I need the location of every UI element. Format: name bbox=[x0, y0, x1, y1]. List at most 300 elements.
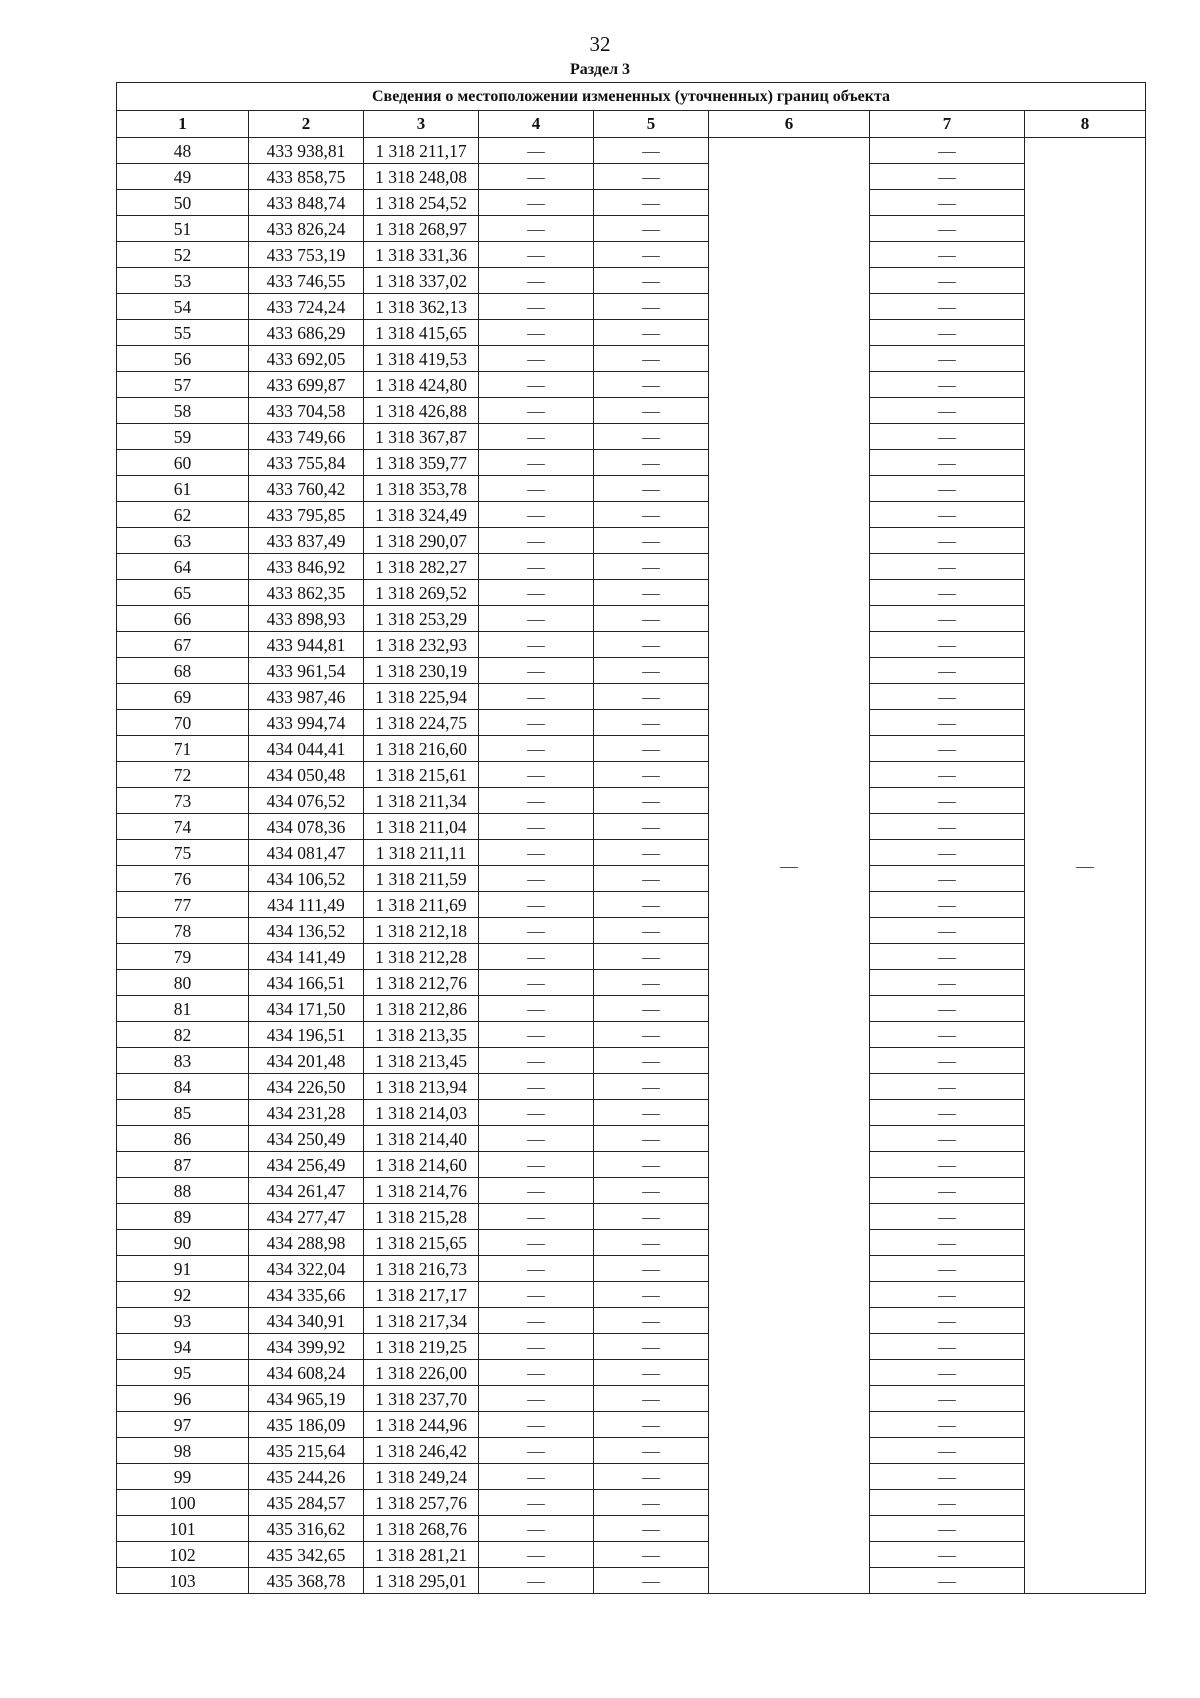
table-row bbox=[117, 814, 1146, 840]
column-5-cell: — bbox=[594, 1230, 709, 1256]
point-number-cell: 60 bbox=[117, 450, 249, 476]
point-number-cell: 71 bbox=[117, 736, 249, 762]
point-number-cell: 56 bbox=[117, 346, 249, 372]
table-row bbox=[117, 632, 1146, 658]
table-row bbox=[117, 476, 1146, 502]
coordinate-x-cell: 434 166,51 bbox=[249, 970, 364, 996]
coordinate-x-cell: 435 368,78 bbox=[249, 1568, 364, 1594]
coordinate-y-cell: 1 318 212,86 bbox=[364, 996, 479, 1022]
column-4-cell: — bbox=[479, 1204, 594, 1230]
column-7-cell: — bbox=[870, 632, 1025, 658]
coordinate-x-cell: 433 704,58 bbox=[249, 398, 364, 424]
column-7-cell: — bbox=[870, 450, 1025, 476]
column-5-cell: — bbox=[594, 1178, 709, 1204]
column-4-cell: — bbox=[479, 1490, 594, 1516]
column-7-cell: — bbox=[870, 1386, 1025, 1412]
column-5-cell: — bbox=[594, 736, 709, 762]
point-number-cell: 82 bbox=[117, 1022, 249, 1048]
point-number-cell: 83 bbox=[117, 1048, 249, 1074]
column-5-cell: — bbox=[594, 684, 709, 710]
coordinate-x-cell: 434 608,24 bbox=[249, 1360, 364, 1386]
coordinate-y-cell: 1 318 424,80 bbox=[364, 372, 479, 398]
coordinate-y-cell: 1 318 248,08 bbox=[364, 164, 479, 190]
column-7-cell: — bbox=[870, 216, 1025, 242]
coordinate-x-cell: 434 171,50 bbox=[249, 996, 364, 1022]
column-7-cell: — bbox=[870, 762, 1025, 788]
column-5-cell: — bbox=[594, 138, 709, 164]
coordinate-y-cell: 1 318 254,52 bbox=[364, 190, 479, 216]
coordinate-y-cell: 1 318 268,97 bbox=[364, 216, 479, 242]
coordinate-x-cell: 433 848,74 bbox=[249, 190, 364, 216]
coordinate-y-cell: 1 318 244,96 bbox=[364, 1412, 479, 1438]
coordinate-y-cell: 1 318 219,25 bbox=[364, 1334, 479, 1360]
column-header-4: 4 bbox=[479, 111, 594, 138]
coordinate-y-cell: 1 318 215,65 bbox=[364, 1230, 479, 1256]
column-5-cell: — bbox=[594, 216, 709, 242]
column-5-cell: — bbox=[594, 814, 709, 840]
column-4-cell: — bbox=[479, 1412, 594, 1438]
coordinate-y-cell: 1 318 214,60 bbox=[364, 1152, 479, 1178]
point-number-cell: 92 bbox=[117, 1282, 249, 1308]
column-5-cell: — bbox=[594, 788, 709, 814]
coordinate-x-cell: 434 288,98 bbox=[249, 1230, 364, 1256]
column-7-cell: — bbox=[870, 1126, 1025, 1152]
coordinate-y-cell: 1 318 331,36 bbox=[364, 242, 479, 268]
table-row bbox=[117, 294, 1146, 320]
column-7-cell: — bbox=[870, 1334, 1025, 1360]
column-4-cell: — bbox=[479, 554, 594, 580]
table-row bbox=[117, 450, 1146, 476]
column-5-cell: — bbox=[594, 164, 709, 190]
table-row bbox=[117, 190, 1146, 216]
point-number-cell: 87 bbox=[117, 1152, 249, 1178]
coordinate-x-cell: 433 862,35 bbox=[249, 580, 364, 606]
coordinate-x-cell: 434 322,04 bbox=[249, 1256, 364, 1282]
column-7-cell: — bbox=[870, 1542, 1025, 1568]
column-4-cell: — bbox=[479, 606, 594, 632]
column-4-cell: — bbox=[479, 762, 594, 788]
coordinate-y-cell: 1 318 211,69 bbox=[364, 892, 479, 918]
column-5-cell: — bbox=[594, 190, 709, 216]
column-4-cell: — bbox=[479, 1178, 594, 1204]
column-4-cell: — bbox=[479, 424, 594, 450]
column-5-cell: — bbox=[594, 1074, 709, 1100]
coordinate-y-cell: 1 318 257,76 bbox=[364, 1490, 479, 1516]
column-5-cell: — bbox=[594, 346, 709, 372]
column-5-cell: — bbox=[594, 1360, 709, 1386]
point-number-cell: 57 bbox=[117, 372, 249, 398]
column-header-8: 8 bbox=[1025, 111, 1146, 138]
coordinate-x-cell: 433 994,74 bbox=[249, 710, 364, 736]
column-4-cell: — bbox=[479, 1126, 594, 1152]
column-4-cell: — bbox=[479, 580, 594, 606]
column-4-cell: — bbox=[479, 138, 594, 164]
column-5-cell: — bbox=[594, 710, 709, 736]
point-number-cell: 95 bbox=[117, 1360, 249, 1386]
column-7-cell: — bbox=[870, 736, 1025, 762]
table-row bbox=[117, 268, 1146, 294]
table-row bbox=[117, 372, 1146, 398]
point-number-cell: 76 bbox=[117, 866, 249, 892]
coordinate-x-cell: 434 050,48 bbox=[249, 762, 364, 788]
column-7-cell: — bbox=[870, 1022, 1025, 1048]
column-8-merged-cell: — bbox=[1025, 138, 1146, 1594]
coordinate-x-cell: 434 081,47 bbox=[249, 840, 364, 866]
table-row bbox=[117, 1412, 1146, 1438]
table-body bbox=[117, 138, 1146, 1594]
column-4-cell: — bbox=[479, 1568, 594, 1594]
column-7-cell: — bbox=[870, 1282, 1025, 1308]
point-number-cell: 90 bbox=[117, 1230, 249, 1256]
coordinate-x-cell: 433 686,29 bbox=[249, 320, 364, 346]
table-row bbox=[117, 1152, 1146, 1178]
coordinate-x-cell: 434 399,92 bbox=[249, 1334, 364, 1360]
column-header-5: 5 bbox=[594, 111, 709, 138]
column-5-cell: — bbox=[594, 1308, 709, 1334]
point-number-cell: 73 bbox=[117, 788, 249, 814]
coordinate-x-cell: 433 760,42 bbox=[249, 476, 364, 502]
column-7-cell: — bbox=[870, 684, 1025, 710]
column-5-cell: — bbox=[594, 1152, 709, 1178]
table-row bbox=[117, 762, 1146, 788]
column-7-cell: — bbox=[870, 970, 1025, 996]
point-number-cell: 80 bbox=[117, 970, 249, 996]
column-5-cell: — bbox=[594, 1490, 709, 1516]
coordinate-x-cell: 435 316,62 bbox=[249, 1516, 364, 1542]
column-4-cell: — bbox=[479, 294, 594, 320]
column-7-cell: — bbox=[870, 372, 1025, 398]
coordinate-x-cell: 434 201,48 bbox=[249, 1048, 364, 1074]
column-7-cell: — bbox=[870, 1516, 1025, 1542]
coordinate-x-cell: 434 141,49 bbox=[249, 944, 364, 970]
column-5-cell: — bbox=[594, 580, 709, 606]
point-number-cell: 97 bbox=[117, 1412, 249, 1438]
point-number-cell: 69 bbox=[117, 684, 249, 710]
coordinate-y-cell: 1 318 216,73 bbox=[364, 1256, 479, 1282]
column-5-cell: — bbox=[594, 606, 709, 632]
column-4-cell: — bbox=[479, 268, 594, 294]
table-row bbox=[117, 502, 1146, 528]
coordinate-y-cell: 1 318 217,34 bbox=[364, 1308, 479, 1334]
table-row bbox=[117, 242, 1146, 268]
point-number-cell: 48 bbox=[117, 138, 249, 164]
table-row bbox=[117, 216, 1146, 242]
column-7-cell: — bbox=[870, 164, 1025, 190]
column-7-cell: — bbox=[870, 554, 1025, 580]
coordinate-x-cell: 434 076,52 bbox=[249, 788, 364, 814]
coordinate-x-cell: 434 226,50 bbox=[249, 1074, 364, 1100]
point-number-cell: 88 bbox=[117, 1178, 249, 1204]
coordinate-y-cell: 1 318 211,34 bbox=[364, 788, 479, 814]
column-7-cell: — bbox=[870, 1048, 1025, 1074]
coordinate-x-cell: 433 746,55 bbox=[249, 268, 364, 294]
point-number-cell: 61 bbox=[117, 476, 249, 502]
section-title: Раздел 3 bbox=[569, 61, 631, 78]
coordinate-y-cell: 1 318 225,94 bbox=[364, 684, 479, 710]
coordinate-x-cell: 434 106,52 bbox=[249, 866, 364, 892]
column-5-cell: — bbox=[594, 1334, 709, 1360]
table-row bbox=[117, 684, 1146, 710]
coordinate-y-cell: 1 318 419,53 bbox=[364, 346, 479, 372]
coordinate-x-cell: 434 250,49 bbox=[249, 1126, 364, 1152]
point-number-cell: 99 bbox=[117, 1464, 249, 1490]
column-7-cell: — bbox=[870, 1438, 1025, 1464]
point-number-cell: 65 bbox=[117, 580, 249, 606]
column-4-cell: — bbox=[479, 684, 594, 710]
table-row bbox=[117, 398, 1146, 424]
point-number-cell: 84 bbox=[117, 1074, 249, 1100]
column-7-cell: — bbox=[870, 294, 1025, 320]
coordinate-y-cell: 1 318 281,21 bbox=[364, 1542, 479, 1568]
column-4-cell: — bbox=[479, 476, 594, 502]
coordinate-x-cell: 434 111,49 bbox=[249, 892, 364, 918]
column-4-cell: — bbox=[479, 1230, 594, 1256]
column-4-cell: — bbox=[479, 1438, 594, 1464]
column-5-cell: — bbox=[594, 1100, 709, 1126]
table-row bbox=[117, 1022, 1146, 1048]
coordinate-x-cell: 433 961,54 bbox=[249, 658, 364, 684]
column-4-cell: — bbox=[479, 996, 594, 1022]
column-header-7: 7 bbox=[870, 111, 1025, 138]
table-row bbox=[117, 1490, 1146, 1516]
point-number-cell: 51 bbox=[117, 216, 249, 242]
column-5-cell: — bbox=[594, 1568, 709, 1594]
coordinate-x-cell: 435 284,57 bbox=[249, 1490, 364, 1516]
coordinate-y-cell: 1 318 211,11 bbox=[364, 840, 479, 866]
point-number-cell: 89 bbox=[117, 1204, 249, 1230]
table-row bbox=[117, 1516, 1146, 1542]
point-number-cell: 64 bbox=[117, 554, 249, 580]
column-7-cell: — bbox=[870, 268, 1025, 294]
table-row bbox=[117, 1230, 1146, 1256]
coordinate-y-cell: 1 318 211,59 bbox=[364, 866, 479, 892]
table-row bbox=[117, 1386, 1146, 1412]
coordinate-y-cell: 1 318 216,60 bbox=[364, 736, 479, 762]
point-number-cell: 53 bbox=[117, 268, 249, 294]
column-7-cell: — bbox=[870, 1230, 1025, 1256]
point-number-cell: 50 bbox=[117, 190, 249, 216]
table-row bbox=[117, 580, 1146, 606]
coordinate-x-cell: 433 724,24 bbox=[249, 294, 364, 320]
point-number-cell: 66 bbox=[117, 606, 249, 632]
column-7-cell: — bbox=[870, 1464, 1025, 1490]
column-4-cell: — bbox=[479, 892, 594, 918]
coordinate-y-cell: 1 318 269,52 bbox=[364, 580, 479, 606]
point-number-cell: 85 bbox=[117, 1100, 249, 1126]
table-row bbox=[117, 320, 1146, 346]
column-4-cell: — bbox=[479, 528, 594, 554]
column-7-cell: — bbox=[870, 996, 1025, 1022]
column-4-cell: — bbox=[479, 840, 594, 866]
column-4-cell: — bbox=[479, 944, 594, 970]
coordinate-x-cell: 434 044,41 bbox=[249, 736, 364, 762]
column-4-cell: — bbox=[479, 242, 594, 268]
coordinate-y-cell: 1 318 214,03 bbox=[364, 1100, 479, 1126]
column-4-cell: — bbox=[479, 216, 594, 242]
column-5-cell: — bbox=[594, 1126, 709, 1152]
table-row bbox=[117, 346, 1146, 372]
point-number-cell: 86 bbox=[117, 1126, 249, 1152]
coordinate-y-cell: 1 318 211,17 bbox=[364, 138, 479, 164]
column-5-cell: — bbox=[594, 1516, 709, 1542]
column-7-cell: — bbox=[870, 1256, 1025, 1282]
coordinate-y-cell: 1 318 282,27 bbox=[364, 554, 479, 580]
column-7-cell: — bbox=[870, 788, 1025, 814]
coordinate-y-cell: 1 318 249,24 bbox=[364, 1464, 479, 1490]
column-7-cell: — bbox=[870, 814, 1025, 840]
column-7-cell: — bbox=[870, 580, 1025, 606]
column-4-cell: — bbox=[479, 1464, 594, 1490]
point-number-cell: 103 bbox=[117, 1568, 249, 1594]
coordinate-y-cell: 1 318 214,76 bbox=[364, 1178, 479, 1204]
coordinate-x-cell: 434 965,19 bbox=[249, 1386, 364, 1412]
coordinate-y-cell: 1 318 268,76 bbox=[364, 1516, 479, 1542]
table-row bbox=[117, 736, 1146, 762]
table-row bbox=[117, 1308, 1146, 1334]
point-number-cell: 102 bbox=[117, 1542, 249, 1568]
point-number-cell: 67 bbox=[117, 632, 249, 658]
column-4-cell: — bbox=[479, 736, 594, 762]
coordinate-y-cell: 1 318 246,42 bbox=[364, 1438, 479, 1464]
column-7-cell: — bbox=[870, 1360, 1025, 1386]
table-row bbox=[117, 164, 1146, 190]
column-5-cell: — bbox=[594, 1256, 709, 1282]
point-number-cell: 81 bbox=[117, 996, 249, 1022]
column-4-cell: — bbox=[479, 970, 594, 996]
table-row bbox=[117, 840, 1146, 866]
coordinate-y-cell: 1 318 415,65 bbox=[364, 320, 479, 346]
column-5-cell: — bbox=[594, 242, 709, 268]
coordinate-y-cell: 1 318 215,28 bbox=[364, 1204, 479, 1230]
point-number-cell: 49 bbox=[117, 164, 249, 190]
table-row bbox=[117, 1074, 1146, 1100]
column-5-cell: — bbox=[594, 268, 709, 294]
table-row bbox=[117, 138, 1146, 164]
column-4-cell: — bbox=[479, 1022, 594, 1048]
point-number-cell: 59 bbox=[117, 424, 249, 450]
column-7-cell: — bbox=[870, 190, 1025, 216]
point-number-cell: 74 bbox=[117, 814, 249, 840]
table-row bbox=[117, 554, 1146, 580]
coordinate-y-cell: 1 318 213,94 bbox=[364, 1074, 479, 1100]
coordinate-y-cell: 1 318 253,29 bbox=[364, 606, 479, 632]
coordinate-x-cell: 434 231,28 bbox=[249, 1100, 364, 1126]
column-5-cell: — bbox=[594, 502, 709, 528]
coordinate-y-cell: 1 318 217,17 bbox=[364, 1282, 479, 1308]
column-7-cell: — bbox=[870, 710, 1025, 736]
column-7-cell: — bbox=[870, 138, 1025, 164]
coordinate-x-cell: 433 755,84 bbox=[249, 450, 364, 476]
coordinate-x-cell: 434 261,47 bbox=[249, 1178, 364, 1204]
column-4-cell: — bbox=[479, 658, 594, 684]
column-5-cell: — bbox=[594, 632, 709, 658]
column-5-cell: — bbox=[594, 658, 709, 684]
coordinate-x-cell: 434 196,51 bbox=[249, 1022, 364, 1048]
coordinate-y-cell: 1 318 226,00 bbox=[364, 1360, 479, 1386]
coordinate-x-cell: 434 340,91 bbox=[249, 1308, 364, 1334]
coordinate-x-cell: 433 753,19 bbox=[249, 242, 364, 268]
coordinate-x-cell: 434 078,36 bbox=[249, 814, 364, 840]
point-number-cell: 68 bbox=[117, 658, 249, 684]
column-header-row bbox=[117, 111, 1146, 138]
point-number-cell: 72 bbox=[117, 762, 249, 788]
point-number-cell: 75 bbox=[117, 840, 249, 866]
coordinate-y-cell: 1 318 212,76 bbox=[364, 970, 479, 996]
column-5-cell: — bbox=[594, 918, 709, 944]
table-row bbox=[117, 892, 1146, 918]
column-4-cell: — bbox=[479, 1334, 594, 1360]
column-4-cell: — bbox=[479, 450, 594, 476]
table-caption: Сведения о местоположении измененных (уточненных) границ объекта bbox=[117, 83, 1146, 111]
point-number-cell: 58 bbox=[117, 398, 249, 424]
column-7-cell: — bbox=[870, 866, 1025, 892]
column-4-cell: — bbox=[479, 372, 594, 398]
point-number-cell: 62 bbox=[117, 502, 249, 528]
table-row bbox=[117, 944, 1146, 970]
point-number-cell: 54 bbox=[117, 294, 249, 320]
column-7-cell: — bbox=[870, 1100, 1025, 1126]
coordinate-y-cell: 1 318 214,40 bbox=[364, 1126, 479, 1152]
column-4-cell: — bbox=[479, 1386, 594, 1412]
table-row bbox=[117, 866, 1146, 892]
coordinate-y-cell: 1 318 212,18 bbox=[364, 918, 479, 944]
table-row bbox=[117, 1100, 1146, 1126]
table-row bbox=[117, 1334, 1146, 1360]
column-5-cell: — bbox=[594, 1464, 709, 1490]
point-number-cell: 100 bbox=[117, 1490, 249, 1516]
column-7-cell: — bbox=[870, 1204, 1025, 1230]
point-number-cell: 77 bbox=[117, 892, 249, 918]
point-number-cell: 63 bbox=[117, 528, 249, 554]
column-5-cell: — bbox=[594, 970, 709, 996]
column-5-cell: — bbox=[594, 320, 709, 346]
table-row bbox=[117, 1464, 1146, 1490]
column-4-cell: — bbox=[479, 866, 594, 892]
column-4-cell: — bbox=[479, 1074, 594, 1100]
point-number-cell: 52 bbox=[117, 242, 249, 268]
coordinate-y-cell: 1 318 211,04 bbox=[364, 814, 479, 840]
coordinate-x-cell: 433 837,49 bbox=[249, 528, 364, 554]
column-4-cell: — bbox=[479, 1542, 594, 1568]
coordinate-x-cell: 433 987,46 bbox=[249, 684, 364, 710]
column-5-cell: — bbox=[594, 1022, 709, 1048]
column-6-merged-cell: — bbox=[709, 138, 870, 1594]
table-row bbox=[117, 658, 1146, 684]
coordinate-x-cell: 433 858,75 bbox=[249, 164, 364, 190]
table-row bbox=[117, 1360, 1146, 1386]
column-7-cell: — bbox=[870, 1568, 1025, 1594]
column-5-cell: — bbox=[594, 554, 709, 580]
column-4-cell: — bbox=[479, 1152, 594, 1178]
coordinate-y-cell: 1 318 213,35 bbox=[364, 1022, 479, 1048]
column-5-cell: — bbox=[594, 996, 709, 1022]
column-7-cell: — bbox=[870, 658, 1025, 684]
coordinate-y-cell: 1 318 290,07 bbox=[364, 528, 479, 554]
column-7-cell: — bbox=[870, 840, 1025, 866]
point-number-cell: 55 bbox=[117, 320, 249, 346]
coordinate-y-cell: 1 318 230,19 bbox=[364, 658, 479, 684]
table-row bbox=[117, 1048, 1146, 1074]
column-4-cell: — bbox=[479, 346, 594, 372]
coordinate-y-cell: 1 318 362,13 bbox=[364, 294, 479, 320]
point-number-cell: 78 bbox=[117, 918, 249, 944]
coordinate-x-cell: 433 944,81 bbox=[249, 632, 364, 658]
column-header-1: 1 bbox=[117, 111, 249, 138]
column-7-cell: — bbox=[870, 320, 1025, 346]
point-number-cell: 98 bbox=[117, 1438, 249, 1464]
column-5-cell: — bbox=[594, 762, 709, 788]
column-7-cell: — bbox=[870, 606, 1025, 632]
